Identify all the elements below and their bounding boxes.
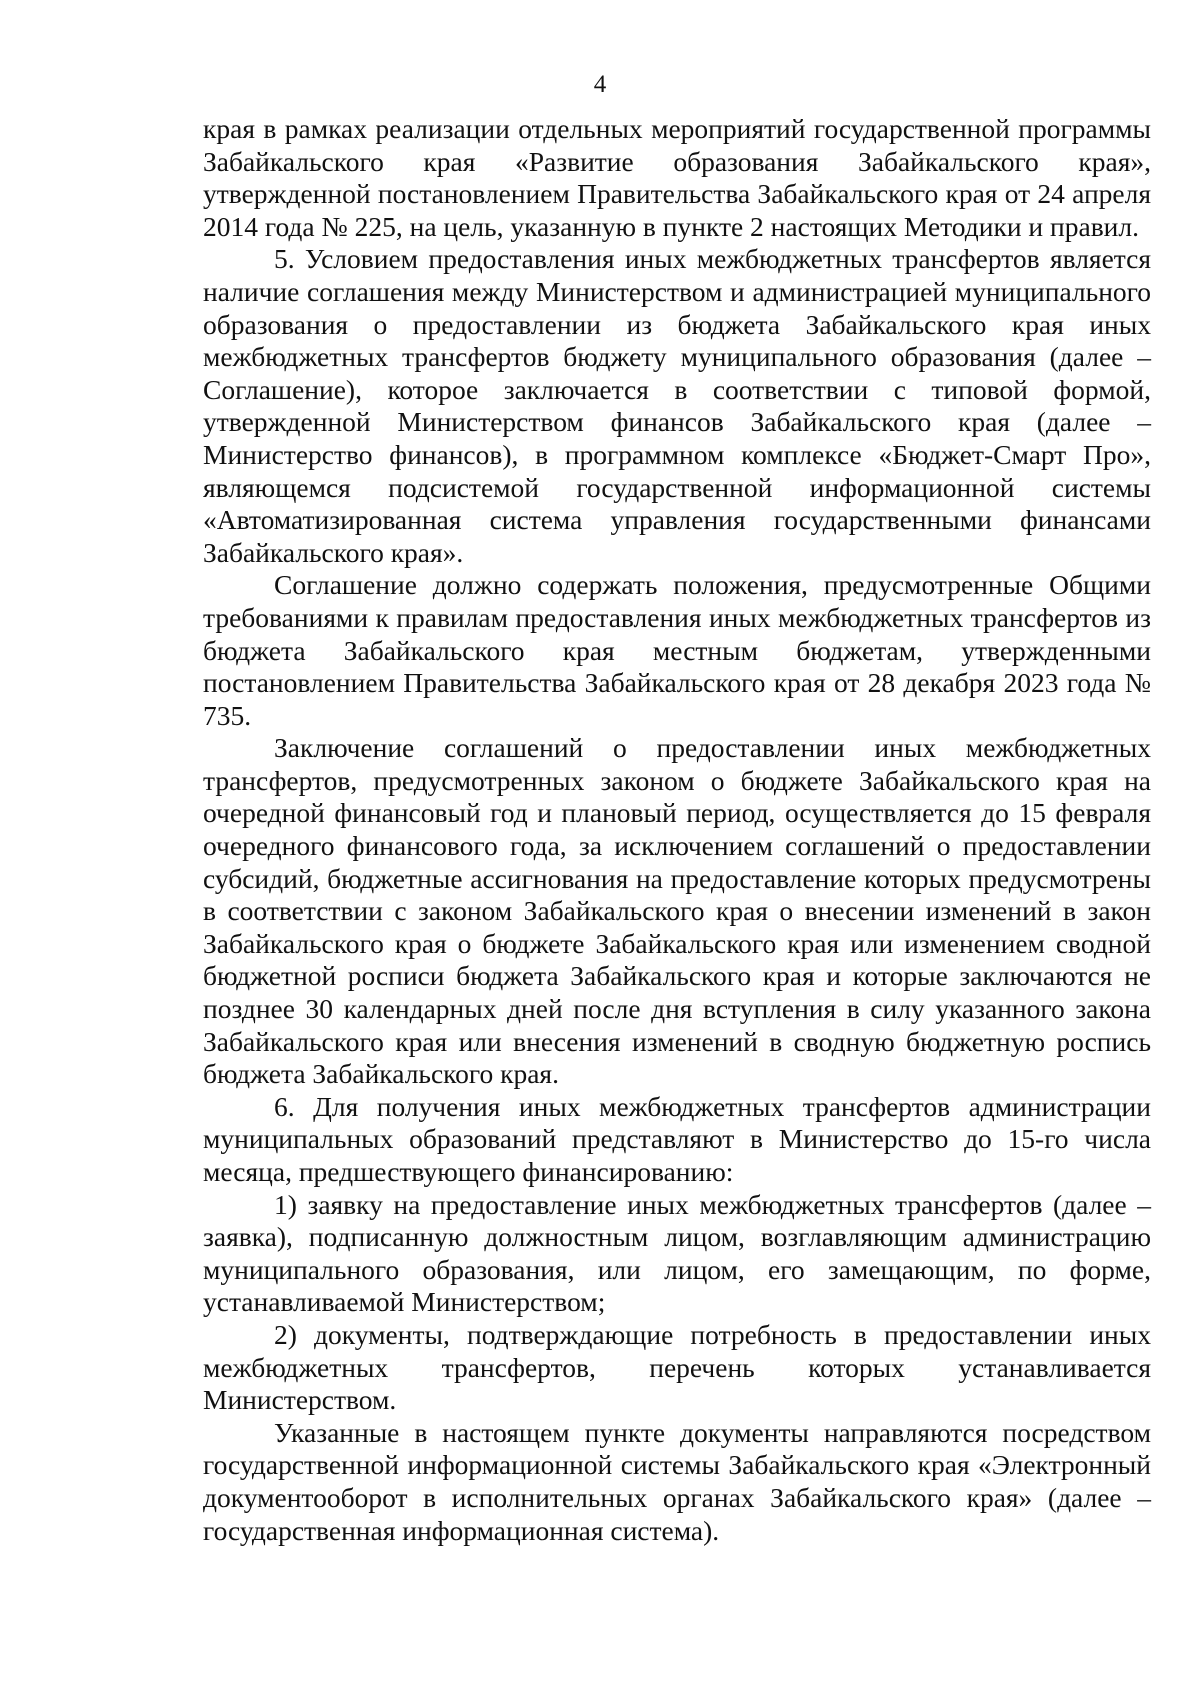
paragraph-item-5: 5. Условием предоставления иных межбюджетных трансфертов является наличие соглашения между Министерством и администрацией муниципального образования о предоставлении из бюджета Забайкальского края иных межбюджетных трансфертов бюджету муниципального образования (далее – Соглашение), которое заключается в соответствии с типовой формой, утвержденной Министерством финансов Забайкальского края (далее – Министерство финансов), в программном комплексе «Бюджет-Смарт Про», являющемся подсистемой государственной информационной системы «Автоматизированная система управления государственными финансами Забайкальского края». bbox=[203, 243, 1151, 568]
paragraph-agreement-provisions: Соглашение должно содержать положения, предусмотренные Общими требованиями к правилам предоставления иных межбюджетных трансфертов из бюджета Забайкальского края местным бюджетам, утвержденными постановлением Правительства Забайкальского края от 28 декабря 2023 года № 735. bbox=[203, 569, 1151, 731]
paragraph-agreement-conclusion: Заключение соглашений о предоставлении иных межбюджетных трансфертов, предусмотренных законом о бюджете Забайкальского края на очередной финансовый год и плановый период, осуществляется до 15 февраля очередного финансового года, за исключением соглашений о предоставлении субсидий, бюджетные ассигнования на предоставление которых предусмотрены в соответствии с законом Забайкальского края о внесении изменений в закон Забайкальского края о бюджете Забайкальского края или изменением сводной бюджетной росписи бюджета Забайкальского края и которые заключаются не позднее 30 календарных дней после дня вступления в силу указанного закона Забайкальского края или внесения изменений в сводную бюджетную роспись бюджета Забайкальского края. bbox=[203, 732, 1151, 1090]
document-body bbox=[203, 113, 1151, 1547]
list-item-1-application: 1) заявку на предоставление иных межбюджетных трансфертов (далее – заявка), подписанную должностным лицом, возглавляющим администрацию муниципального образования, или лицом, его замещающим, по форме, устанавливаемой Министерством; bbox=[203, 1188, 1151, 1318]
paragraph-continuation: края в рамках реализации отдельных мероприятий государственной программы Забайкальского края «Развитие образования Забайкальского края», утвержденной постановлением Правительства Забайкальского края от 24 апреля 2014 года № 225, на цель, указанную в пункте 2 настоящих Методики и правил. bbox=[203, 113, 1151, 242]
list-item-2-documents: 2) документы, подтверждающие потребность в предоставлении иных межбюджетных трансфертов, перечень которых устанавливается Министерством. bbox=[203, 1318, 1151, 1416]
page-number: 4 bbox=[593, 71, 607, 98]
paragraph-item-6: 6. Для получения иных межбюджетных трансфертов администрации муниципальных образований представляют в Министерство до 15-го числа месяца, предшествующего финансированию: bbox=[203, 1090, 1151, 1187]
paragraph-submission-system: Указанные в настоящем пункте документы направляются посредством государственной информационной системы Забайкальского края «Электронный документооборот в исполнительных органах Забайкальского края» (далее – государственная информационная система). bbox=[203, 1416, 1151, 1546]
